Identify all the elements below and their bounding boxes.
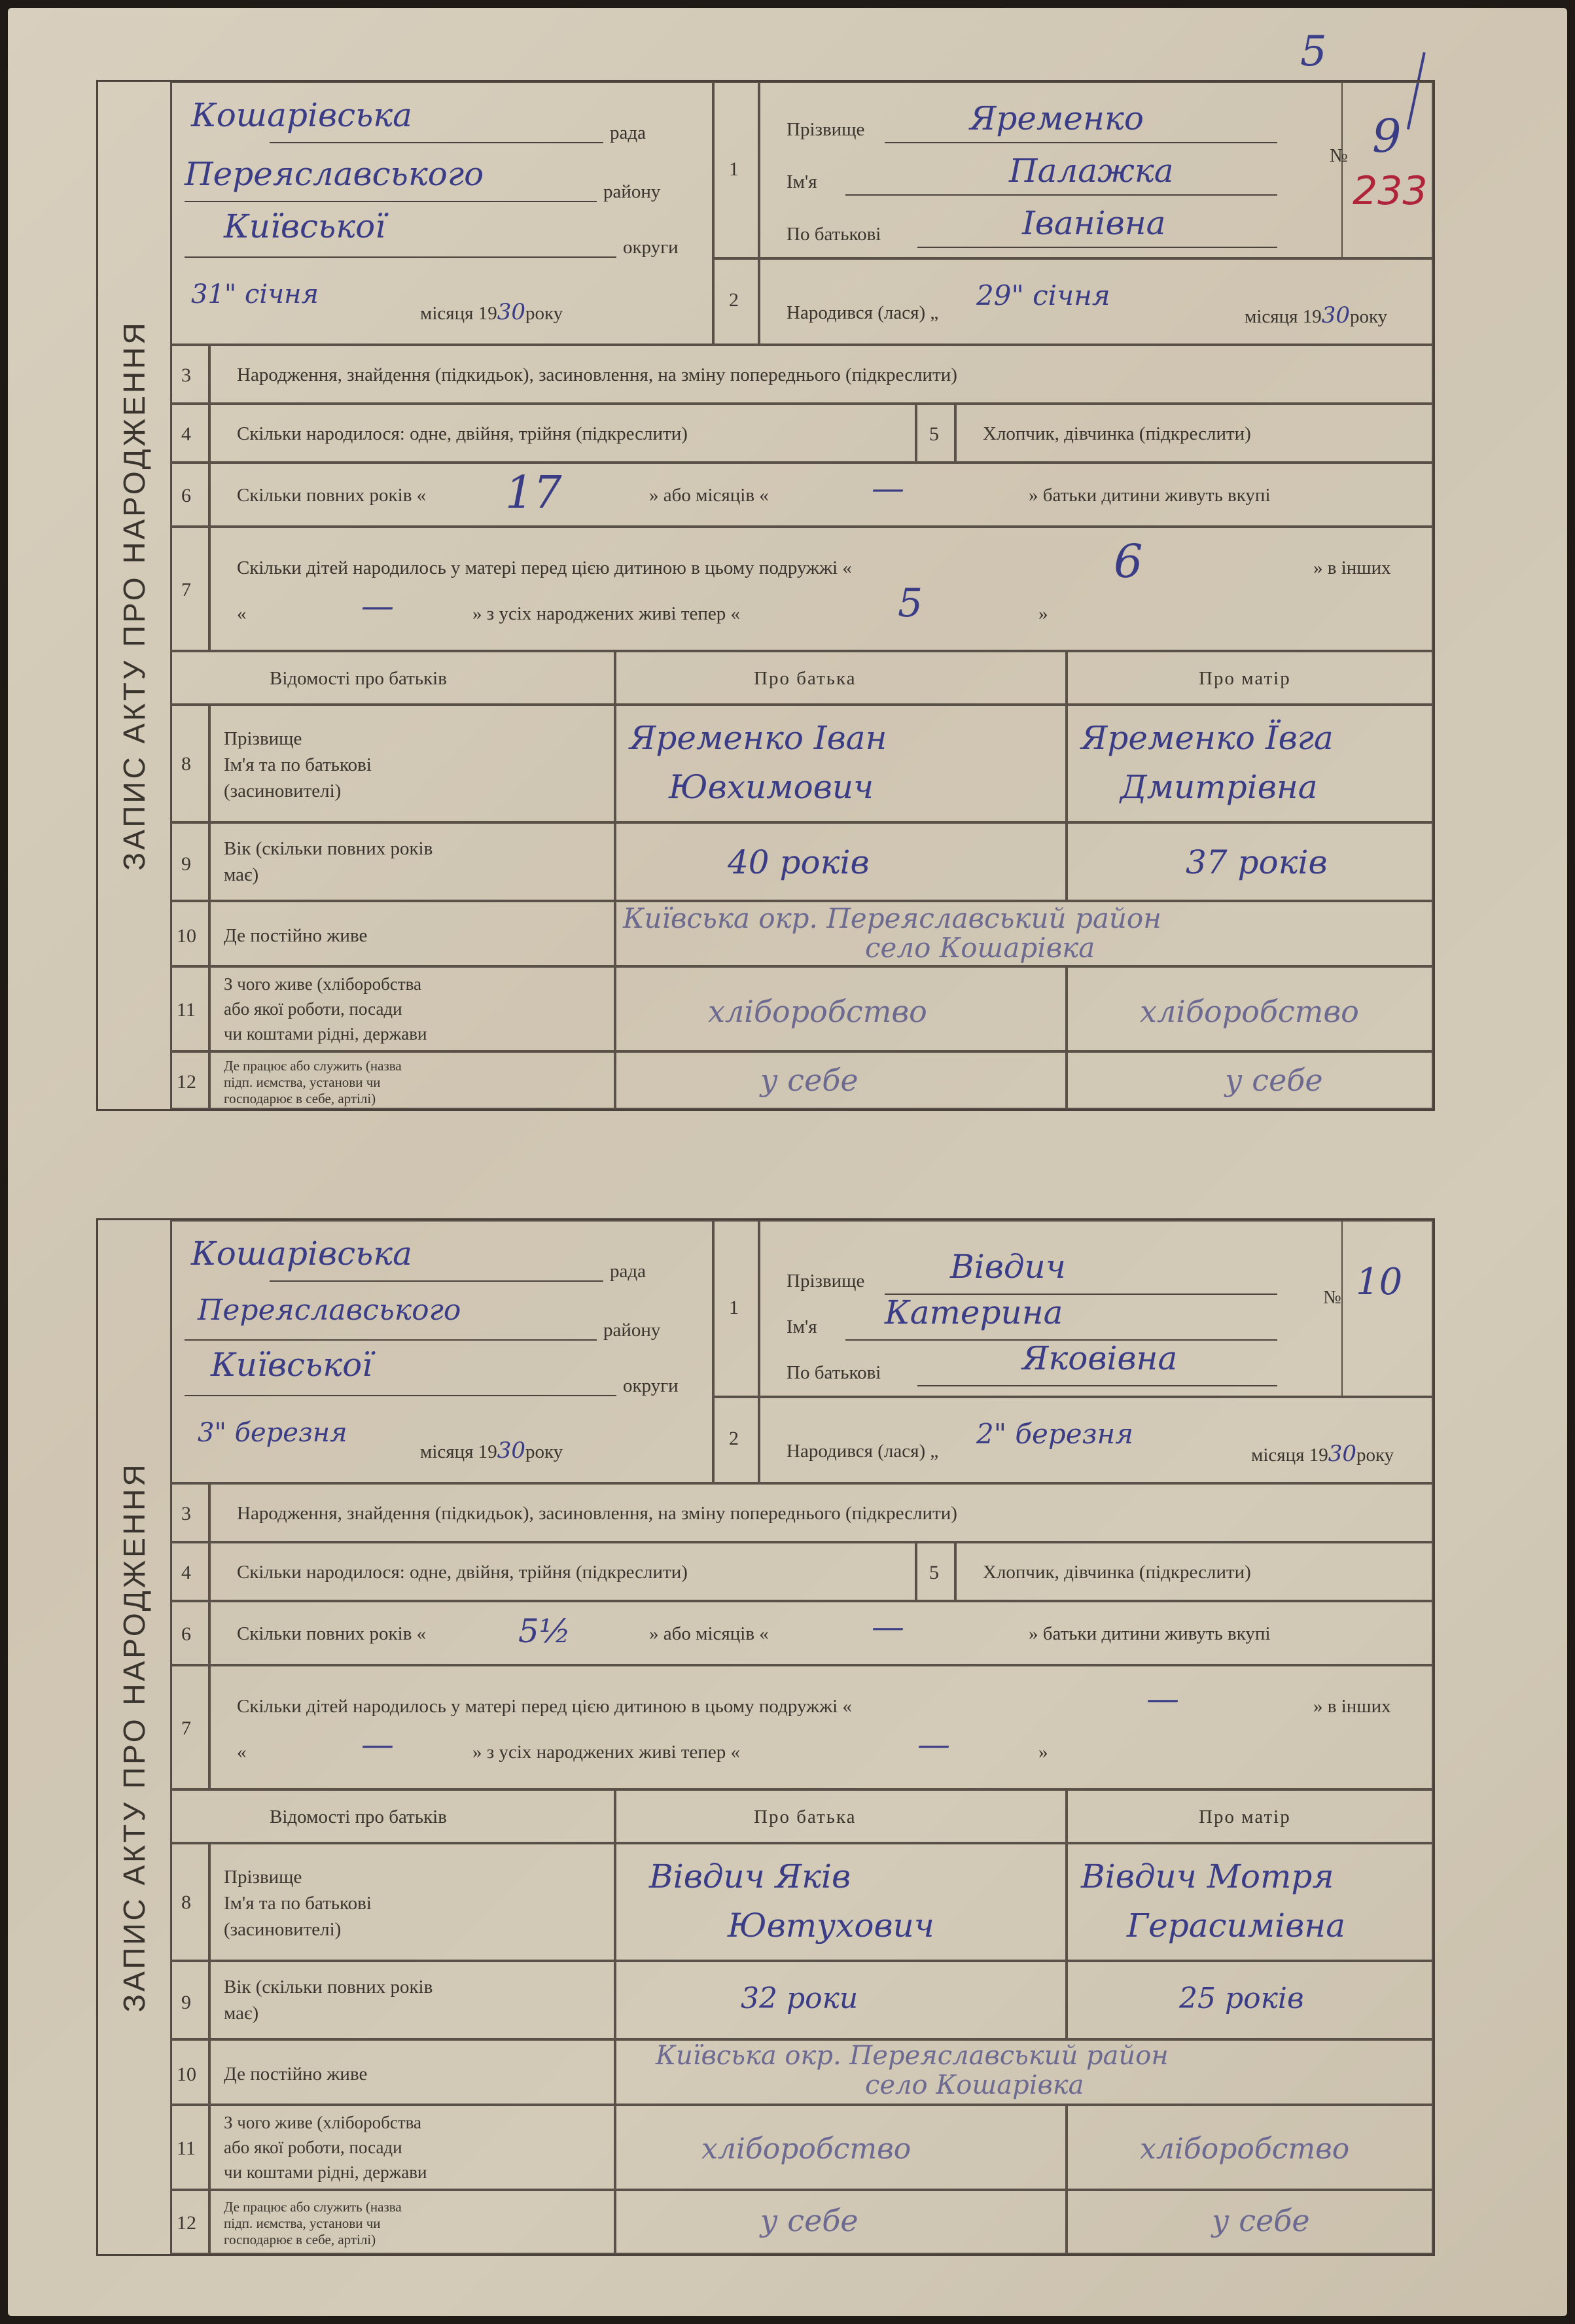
birth-record-form-2: ЗАПИС АКТУ ПРО НАРОДЖЕННЯ Кошарівська рада Переяславського району Київської округи 3" березня місяця 1930року 1 2 Прізвище Вівдич Ім'я Катерина По батькові Яковівна № 10 Народився (лася) „ 2" березня місяця 1930року 3 Народження, знайдення (підкидьок), засиновлення, на зміну попереднього (підкреслити) 4 Скільки народилося: одне, двійня, трійня (підкреслити) 5 Хлопчик, дівчинка (підкреслити) 6 Скільки повних років « 5½ » або місяців « — » батьки дитини живуть вкупі 7 Скільки дітей народилось у матері перед цією дитиною в цьому подружжі « — » в інших « — » з усіх народжених живі тепер « — » Відомості про батьків Про батька Про матір 8 Прізвище Ім'я та по батькові (засиновителі) Вівдич Яків Ювтухович Вівдич Мотря Герасимівна 9 Вік (скільки повних років має) 32 роки 25 років 10 Де постійно живе Київська окр. Переяславський район село Кошарівка 11 З чого живе (хліборобства або якої роботи, посади чи коштами рідні, держави хліборобство хліборобство 12 Де працює або служить (назва підп. иємства, установи чи господарює в себе, артілі) у себе у себе: [96, 1218, 1435, 2256]
residence: Київська окр. Переяславський район село Кошарівка: [615, 901, 1433, 966]
okrug-value: Київської: [224, 207, 386, 245]
birth-date: 29" січня: [976, 279, 1110, 311]
birth-record-form-1: ЗАПИС АКТУ ПРО НАРОДЖЕННЯ Кошарівська рада Переяславського району Київської округи 31" січня місяця 1930року 1 2 Прізвище Яременко Ім'я Палажка По батькові Іванівна № 9 233 Народився (лася) „ 29" січня місяця 1930року 3 Народження, знайдення (підкидьок), засиновлення, на зміну попереднього (підкреслити) 4 Скільки народилося: одне, двійня, трійня (підкреслити) 5 Хлопчик, дівчинка (підкреслити) 6 Скільки повних років « 17 » або місяців « — » батьки дитини живуть вкупі 7 Скільки дітей народилось у матері перед цією дитиною в цьому подружжі « 6 » в інших « — » з усіх народжених живі тепер « 5 » Відомості про батьків Про батька Про матір 8 Прізвище Ім'я та по батькові (засиновителі) Яременко Іван Ювхимович Яременко Ївга Дмитрівна 9 Вік (скільки повних років має) 40 років 37 років 10 Де постійно живе Київська окр. Переяславський район село Кошарівка 11 З чого живе (хліборобства або якої роботи, посади чи коштами рідні, держави хліборобство хліборобство 12 Де працює або служить (назва підп. иємства, установи чи господарює в себе, артілі) у себе у себе: [96, 80, 1435, 1111]
children-this: 6: [1114, 535, 1143, 588]
residence: Київська окр. Переяславський район село Кошарівка: [615, 2039, 1433, 2105]
parents-info-header: Відомості про батьків: [270, 668, 447, 689]
father-name: Яременко Іван Ювхимович: [615, 705, 1067, 822]
name-value: Палажка: [1009, 152, 1174, 190]
child-name-block: [759, 82, 1433, 258]
living-children: 5: [898, 580, 923, 626]
okrugy-label: округи: [623, 237, 679, 258]
reg-date: 3" березня: [198, 1418, 347, 1448]
patronymic-label: По батькові: [787, 224, 881, 245]
registry-block: Кошарівська рада Переяславського району Київської округи 3" березня місяця 1930року: [170, 1220, 713, 1483]
birth-month-label: місяця 1930року: [1245, 302, 1388, 328]
rada-label: рада: [610, 122, 646, 143]
mother-age: 37 років: [1186, 843, 1328, 881]
rada-value: Кошарівська: [191, 96, 412, 134]
month-label: місяця 1930року: [420, 299, 563, 325]
mother-header: Про матір: [1199, 668, 1291, 689]
child-name-block: Прізвище Вівдич Ім'я Катерина По батькові Яковівна: [759, 1220, 1433, 1397]
row7: Скільки дітей народилось у матері перед цією дитиною в цьому подружжі « 6 » в інших « — » з усіх народжених живі тепер « 5 »: [209, 527, 1433, 651]
birth-date-block: Народився (лася) „ 2" березня місяця 1930року: [759, 1397, 1433, 1483]
raion-value: Переяславського: [185, 155, 484, 193]
surname-value: Яременко: [970, 99, 1144, 137]
number-box: № 10: [1341, 1220, 1433, 1397]
father-living: хліборобство: [708, 994, 927, 1029]
registry-block: [170, 82, 713, 345]
document-page: [8, 8, 1567, 2316]
side-title: ЗАПИС АКТУ ПРО НАРОДЖЕННЯ: [98, 1220, 172, 2254]
mother-name: Вівдич Мотря Герасимівна: [1067, 1843, 1433, 1961]
birth-date-block: Народився (лася) „ 29" січня місяця 1930року: [759, 258, 1433, 345]
years-together: 17: [505, 467, 562, 519]
record-number: 10: [1356, 1261, 1403, 1303]
father-age: 40 років: [728, 843, 870, 881]
row6: Скільки повних років « 5½ » або місяців « — » батьки дитини живуть вкупі: [209, 1601, 1433, 1665]
row4-label: Скільки народилося: одне, двійня, трійня (підкреслити): [237, 423, 688, 444]
patronymic-value: Іванівна: [1022, 204, 1166, 242]
mother-work: у себе: [1225, 1063, 1323, 1098]
father-work: у себе: [760, 1063, 858, 1098]
row5-label: Хлопчик, дівчинка (підкреслити): [983, 423, 1251, 444]
raion-label: району: [603, 181, 661, 202]
row7: Скільки дітей народилось у матері перед цією дитиною в цьому подружжі « — » в інших « — » з усіх народжених живі тепер « — »: [209, 1665, 1433, 1789]
record-number: 9: [1372, 109, 1402, 163]
father-header: Про батька: [754, 668, 857, 689]
father-name: Вівдич Яків Ювтухович: [615, 1843, 1067, 1961]
number-box: № 9 233: [1341, 82, 1433, 258]
mother-living: хліборобство: [1140, 994, 1359, 1029]
row3-label: Народження, знайдення (підкидьок), засиновлення, на зміну попереднього (підкреслити): [237, 364, 957, 385]
row6: Скільки повних років « 17 » або місяців « — » батьки дитини живуть вкупі: [209, 463, 1433, 527]
side-title: ЗАПИС АКТУ ПРО НАРОДЖЕННЯ: [98, 82, 172, 1109]
stamp-number: 233: [1353, 168, 1428, 214]
mother-name: Яременко Ївга Дмитрівна: [1067, 705, 1433, 822]
surname-label: Прізвище: [787, 119, 865, 140]
name-label: Ім'я: [787, 171, 817, 192]
reg-date: 31" січня: [191, 279, 319, 309]
corner-number: 5: [1300, 27, 1327, 76]
